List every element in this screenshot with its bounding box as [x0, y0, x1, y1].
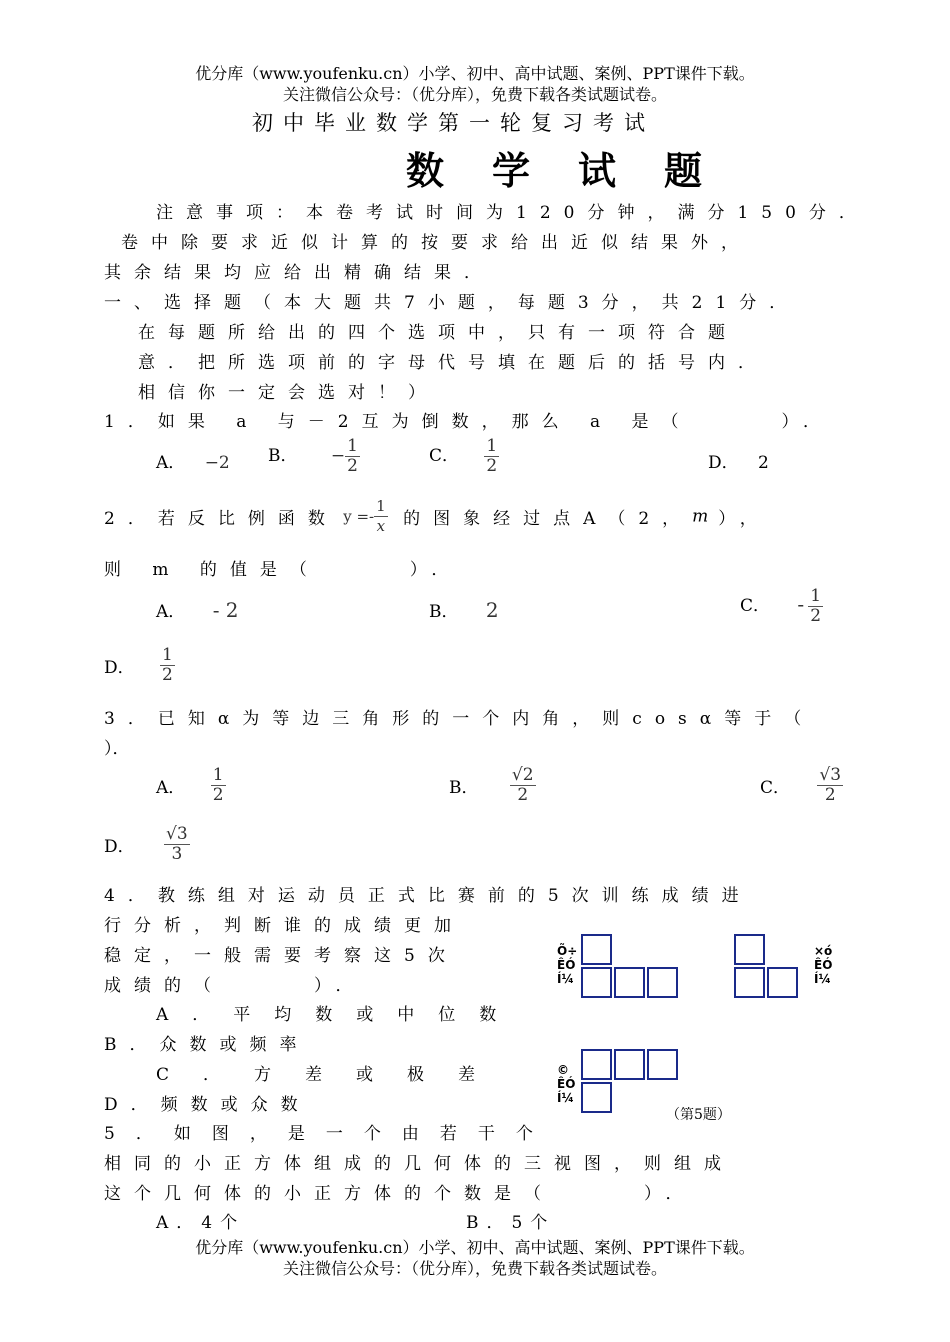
- q4-line-4: 成绩的（ ）．: [104, 976, 366, 996]
- q2-option-b: B． 2: [429, 598, 499, 622]
- q2-option-a: A． - 2: [156, 598, 239, 622]
- q1-option-a: A． −2: [156, 453, 230, 473]
- figure-caption: （第5题）: [666, 1107, 731, 1123]
- q4-line-3: 稳定，一般需要考察这5次: [104, 946, 458, 966]
- q4-line-1: 4．教练组对运动员正式比赛前的5次训练成绩进: [104, 886, 752, 906]
- q3-d-fraction: $\frac{√3}{3}$: [166, 824, 188, 864]
- footer-line-2: 关注微信公众号：（优分库），免费下载各类试题试卷。: [282, 1259, 667, 1278]
- q3-a-fraction: $\frac{1}{2}$: [212, 765, 224, 805]
- q2-c-fraction: $\frac{1}{2}$: [810, 586, 822, 626]
- q2-line-2: 则 m 的值是（ ）．: [104, 560, 462, 580]
- exam-subtitle: 初中毕业数学第一轮复习考试: [252, 111, 655, 135]
- footer-line-1: 优分库（www.youfenku.cn）小学、初中、高中试题、案例、PPT课件下载。: [195, 1238, 755, 1257]
- section1-line-1: 一、选择题（本大题共7小题，每题3分，共21分．: [104, 293, 800, 313]
- q3-stem-end: ）．: [104, 739, 130, 759]
- q3-option-a: A． $\frac{1}{2}$: [156, 765, 224, 805]
- top-view-cell: [614, 1049, 645, 1080]
- q1-option-c: C． $\frac{1}{2}$: [429, 436, 498, 476]
- q2-d-fraction: $\frac{1}{2}$: [162, 645, 173, 685]
- q1-c-fraction: $\frac{1}{2}$: [486, 436, 498, 476]
- header-line-2: 关注微信公众号：（优分库），免费下载各类试题试卷。: [282, 85, 667, 104]
- q3-option-c: C． $\frac{√3}{2}$: [760, 765, 842, 805]
- q3-option-d: D． $\frac{√3}{3}$: [104, 824, 188, 864]
- section1-line-2: 在每题所给出的四个选项中，只有一项符合题: [138, 323, 738, 343]
- q2-stem: 2．若反比例函数 y =- $\frac{1}{x}$ 的图象经过点A（2，m ），: [104, 497, 770, 535]
- side-view-cell: [767, 967, 798, 998]
- q3-stem: 3．已知α为等边三角形的一个内角，则cosα等于（: [104, 709, 815, 729]
- notes-line-3: 其余结果均应给出精确结果．: [104, 263, 494, 283]
- top-view-label: © ÊÓ Í¼: [557, 1063, 576, 1105]
- top-view-cell: [647, 1049, 678, 1080]
- front-view-label: Õ÷ ÊÓ Í¼: [557, 944, 578, 986]
- side-view-cell: [734, 934, 765, 965]
- q2-option-d: D． $\frac{1}{2}$: [104, 645, 173, 685]
- section1-line-3: 意．把所选项前的字母代号填在题后的括号内．: [138, 353, 768, 373]
- exam-title: 数学试题: [406, 148, 751, 193]
- top-view-cell: [581, 1082, 612, 1113]
- front-view-cell: [581, 967, 612, 998]
- q4-line-2: 行分析，判断谁的成绩更加: [104, 916, 464, 936]
- q4-option-a: A．平均数或中位数: [156, 1005, 521, 1025]
- q4-option-d: D．频数或众数: [104, 1095, 311, 1115]
- front-view-cell: [581, 934, 612, 965]
- q1-option-b: B． − $\frac{1}{2}$: [268, 436, 358, 476]
- q5-line-3: 这个几何体的小正方体的个数是（ ）．: [104, 1184, 696, 1204]
- side-view-label: ×ó ÊÓ Í¼: [814, 944, 833, 986]
- header-line-1: 优分库（www.youfenku.cn）小学、初中、高中试题、案例、PPT课件下载。: [195, 64, 755, 83]
- q1-option-d: D． 2: [708, 453, 769, 473]
- q1-stem: 1．如果 a 与－2互为倒数，那么 a 是（ ）．: [104, 412, 834, 432]
- q5-line-1: 5．如图，是一个由若干个: [104, 1124, 554, 1144]
- q5-option-b: B．5个: [466, 1213, 556, 1233]
- section1-line-4: 相信你一定会选对！）: [138, 383, 438, 403]
- q4-option-c: C．方差或极差: [156, 1065, 510, 1085]
- q3-b-fraction: $\frac{√2}{2}$: [511, 765, 534, 805]
- q2-option-c: C． - $\frac{1}{2}$: [740, 586, 822, 626]
- notes-line-1: 注意事项：本卷考试时间为120分钟，满分150分．: [156, 203, 869, 223]
- notes-line-2: 卷中除要求近似计算的按要求给出近似结果外，: [121, 233, 751, 253]
- front-view-cell: [614, 967, 645, 998]
- q5-option-a: A．4个: [156, 1213, 246, 1233]
- q1-b-fraction: $\frac{1}{2}$: [347, 436, 358, 476]
- front-view-cell: [647, 967, 678, 998]
- q4-option-b: B．众数或频率: [104, 1035, 310, 1055]
- side-view-cell: [734, 967, 765, 998]
- q5-line-2: 相同的小正方体组成的几何体的三视图，则组成: [104, 1154, 734, 1174]
- top-view-cell: [581, 1049, 612, 1080]
- q3-option-b: B． $\frac{√2}{2}$: [449, 765, 534, 805]
- q3-c-fraction: $\frac{√3}{2}$: [819, 765, 842, 805]
- q2-function-fraction: $\frac{1}{x}$: [376, 497, 386, 535]
